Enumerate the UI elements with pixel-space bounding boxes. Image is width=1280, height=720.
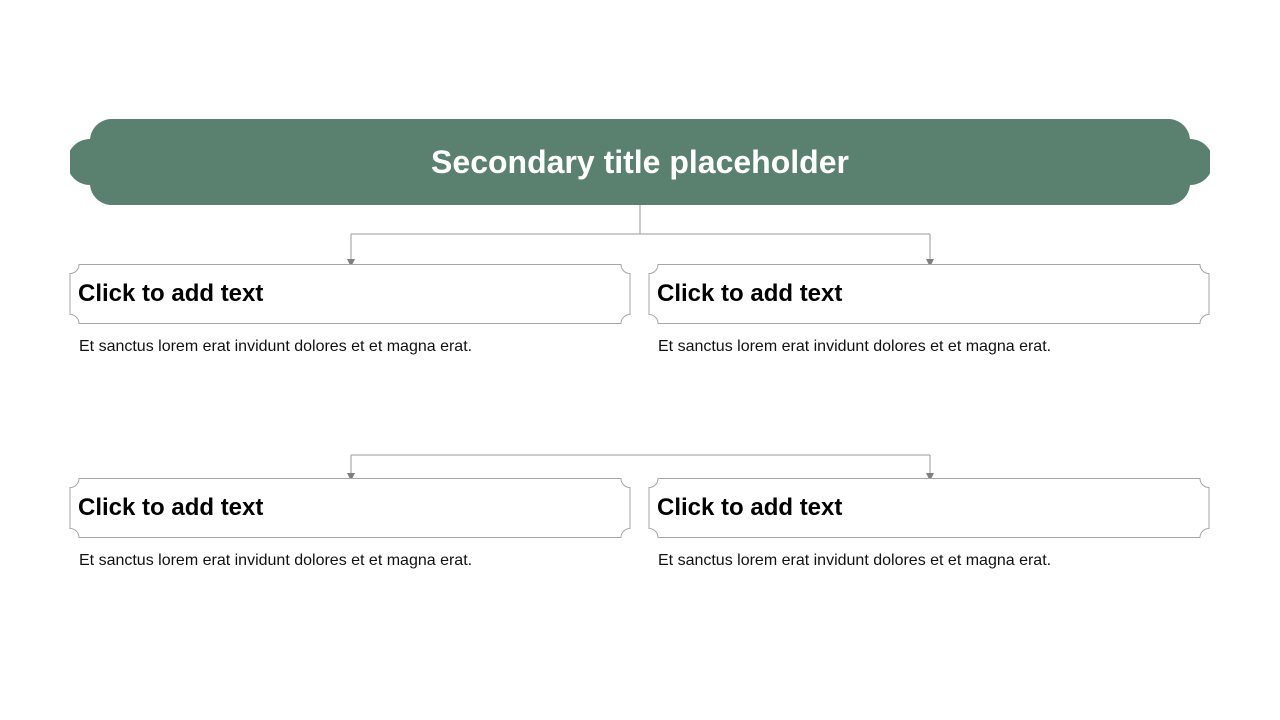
- text-box-heading: Click to add text: [657, 280, 843, 307]
- page-title: Secondary title placeholder: [431, 143, 849, 180]
- text-box-body: Et sanctus lorem erat invidunt dolores et et magna erat.: [658, 338, 1052, 355]
- text-box-4[interactable]: [648, 478, 1210, 538]
- text-box-heading: Click to add text: [657, 494, 843, 521]
- text-box-body: Et sanctus lorem erat invidunt dolores et et magna erat.: [658, 552, 1052, 569]
- text-box-1[interactable]: [69, 264, 631, 324]
- text-box-heading: Click to add text: [78, 280, 264, 307]
- text-box-3[interactable]: [69, 478, 631, 538]
- text-box-body: Et sanctus lorem erat invidunt dolores et et magna erat.: [79, 338, 473, 355]
- text-box-body: Et sanctus lorem erat invidunt dolores et et magna erat.: [79, 552, 473, 569]
- text-box-2[interactable]: [648, 264, 1210, 324]
- text-box-heading: Click to add text: [78, 494, 264, 521]
